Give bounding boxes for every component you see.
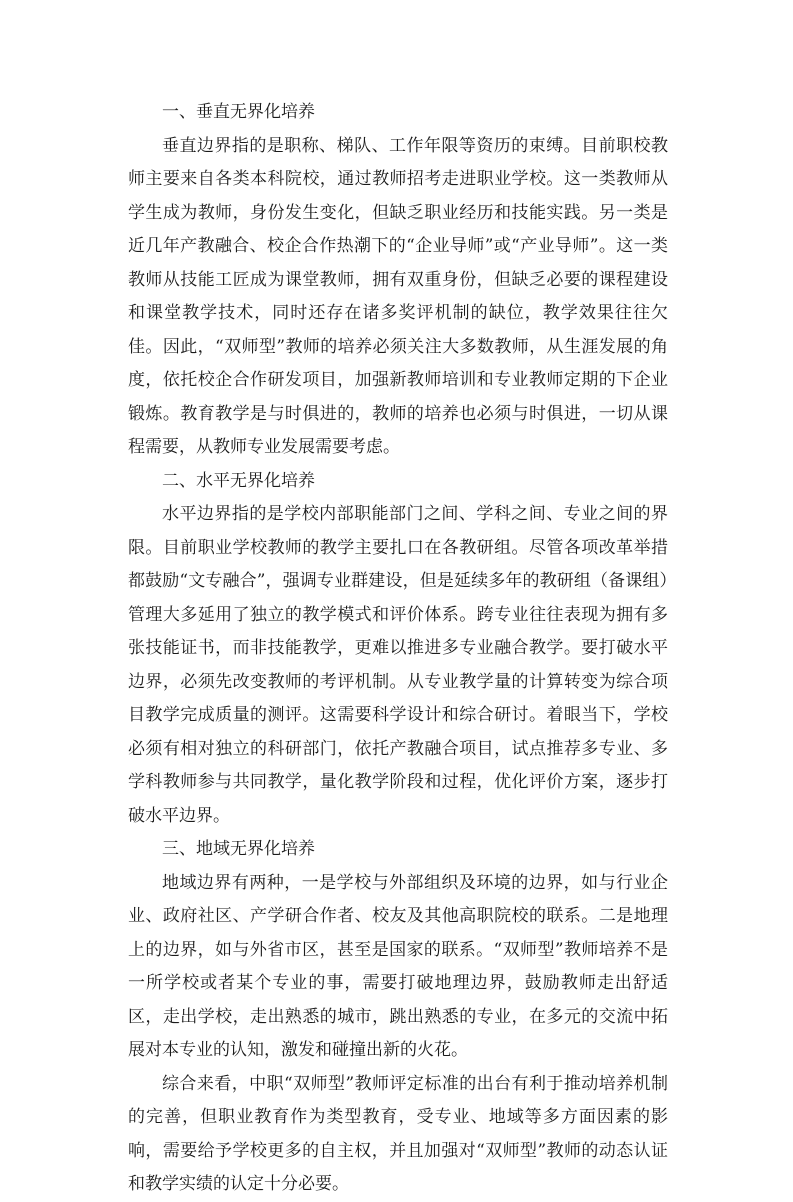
section-paragraph-vertical: 垂直边界指的是职称、梯队、工作年限等资历的束缚。目前职校教师主要来自各类本科院校，通过教师招考走进职业学校。这一类教师从学生成为教师，身份发生变化，但缺乏职业经历和技能实践。另一类是近几年产教融合、校企合作热潮下的“企业导师”或“产业导师”。这一类教师从技能工匠成为课堂教师，拥有双重身份，但缺乏必要的课程建设和课堂教学技术，同时还存在诸多奖评机制的缺位，教学效果往往欠佳。因此，“双师型”教师的培养必须关注大多数教师，从生涯发展的角度，依托校企合作研发项目，加强新教师培训和专业教师定期的下企业锻炼。教育教学是与时俱进的，教师的培养也必须与时俱进，一切从课程需要，从教师专业发展需要考虑。 xyxy=(128,135,668,457)
section-heading-horizontal: 二、水平无界化培养 xyxy=(162,470,315,491)
section-heading-vertical: 一、垂直无界化培养 xyxy=(162,102,315,122)
section-paragraph-regional: 地域边界有两种，一是学校与外部组织及环境的边界，如与行业企业、政府社区、产学研合作者、校友及其他高职院校的联系。二是地理上的边界，如与外省市区，甚至是国家的联系。“双师型”教师培养不是一所学校或者某个专业的事，需要打破地理边界，鼓励教师走出舒适区，走出学校，走出熟悉的城市，跳出熟悉的专业，在多元的交流中拓展对本专业的认知，激发和碰撞出新的火花。 xyxy=(128,872,668,1060)
section-heading-regional: 三、地域无界化培养 xyxy=(162,839,315,859)
article-body xyxy=(128,96,668,1202)
section-paragraph-horizontal: 水平边界指的是学校内部职能部门之间、学科之间、专业之间的界限。目前职业学校教师的教学主要扎口在各教研组。尽管各项改革举措都鼓励“文专融合”，强调专业群建设，但是延续多年的教研组（备课组）管理大多延用了独立的教学模式和评价体系。跨专业往往表现为拥有多张技能证书，而非技能教学，更难以推进多专业融合教学。要打破水平边界，必须先改变教师的考评机制。从专业教学量的计算转变为综合项目教学完成质量的测评。这需要科学设计和综合研讨。着眼当下，学校必须有相对独立的科研部门，依托产教融合项目，试点推荐多专业、多学科教师参与共同教学，量化教学阶段和过程，优化评价方案，逐步打破水平边界。 xyxy=(128,504,668,826)
conclusion-paragraph: 综合来看，中职“双师型”教师评定标准的出台有利于推动培养机制的完善，但职业教育作为类型教育，受专业、地域等多方面因素的影响，需要给予学校更多的自主权，并且加强对“双师型”教师的动态认证和教学实绩的认定十分必要。 xyxy=(128,1073,668,1194)
